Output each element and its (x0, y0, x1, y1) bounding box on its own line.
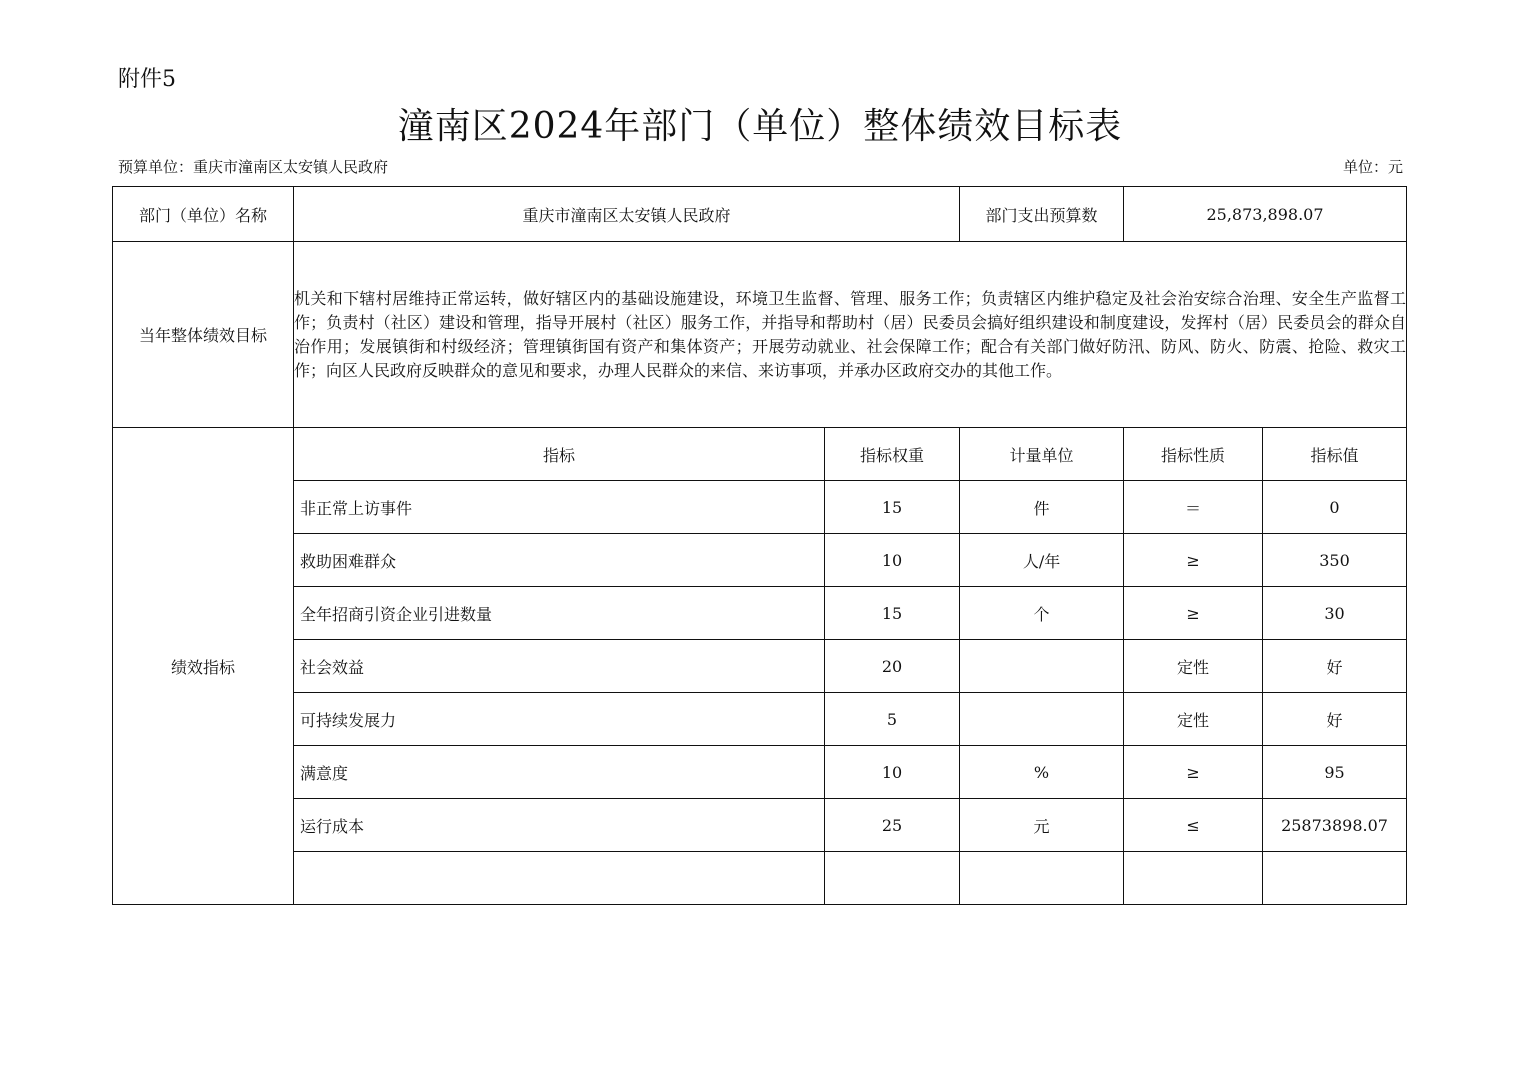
indicator-value: 好 (1263, 693, 1407, 746)
performance-target-table (112, 186, 1407, 905)
budget-unit-label: 预算单位：重庆市潼南区太安镇人民政府 (118, 158, 389, 176)
indicator-name: 非正常上访事件 (294, 481, 825, 534)
budget-label: 部门支出预算数 (960, 187, 1124, 242)
indicator-value: 25873898.07 (1263, 799, 1407, 852)
table-row (113, 693, 1407, 746)
table-row (113, 534, 1407, 587)
indicator-value (1263, 852, 1407, 905)
table-row (113, 640, 1407, 693)
indicator-nature: ≥ (1124, 534, 1263, 587)
dept-name-label: 部门（单位）名称 (113, 187, 294, 242)
indicator-unit: 元 (960, 799, 1124, 852)
indicator-name: 可持续发展力 (294, 693, 825, 746)
indicator-unit (960, 693, 1124, 746)
indicator-nature: 定性 (1124, 693, 1263, 746)
indicator-unit: % (960, 746, 1124, 799)
col-header-indicator: 指标 (294, 428, 825, 481)
indicator-nature: ＝ (1124, 481, 1263, 534)
indicator-weight: 15 (825, 481, 960, 534)
indicator-name: 满意度 (294, 746, 825, 799)
indicator-unit: 个 (960, 587, 1124, 640)
goal-text: 机关和下辖村居维持正常运转，做好辖区内的基础设施建设，环境卫生监督、管理、服务工作；负责辖区内维护稳定及社会治安综合治理、安全生产监督工作；负责村（社区）建设和管理，指导开展村（社区）服务工作，并指导和帮助村（居）民委员会搞好组织建设和制度建设，发挥村（居）民委员会的群众自治作用；发展镇街和村级经济；管理镇街国有资产和集体资产；开展劳动就业、社会保障工作；配合有关部门做好防汛、防风、防火、防震、抢险、救灾工作；向区人民政府反映群众的意见和要求，办理人民群众的来信、来访事项，并承办区政府交办的其他工作。 (294, 242, 1407, 428)
indicator-name: 运行成本 (294, 799, 825, 852)
indicator-header-row (113, 428, 1407, 481)
indicator-unit (960, 640, 1124, 693)
indicator-name (294, 852, 825, 905)
indicator-weight: 10 (825, 534, 960, 587)
indicator-section-label: 绩效指标 (113, 428, 294, 905)
indicator-weight: 25 (825, 799, 960, 852)
dept-name-value: 重庆市潼南区太安镇人民政府 (294, 187, 960, 242)
indicator-weight: 10 (825, 746, 960, 799)
indicator-name: 社会效益 (294, 640, 825, 693)
budget-value: 25,873,898.07 (1124, 187, 1407, 242)
col-header-unit: 计量单位 (960, 428, 1124, 481)
indicator-value: 95 (1263, 746, 1407, 799)
indicator-unit: 件 (960, 481, 1124, 534)
table-row (113, 799, 1407, 852)
indicator-value: 350 (1263, 534, 1407, 587)
goal-row (113, 242, 1407, 428)
indicator-nature: ≥ (1124, 587, 1263, 640)
indicator-value: 30 (1263, 587, 1407, 640)
indicator-weight: 15 (825, 587, 960, 640)
indicator-nature: 定性 (1124, 640, 1263, 693)
table-row-empty (113, 852, 1407, 905)
indicator-name: 全年招商引资企业引进数量 (294, 587, 825, 640)
col-header-weight: 指标权重 (825, 428, 960, 481)
indicator-value: 好 (1263, 640, 1407, 693)
indicator-weight: 5 (825, 693, 960, 746)
indicator-nature (1124, 852, 1263, 905)
indicator-nature: ≤ (1124, 799, 1263, 852)
indicator-unit: 人/年 (960, 534, 1124, 587)
indicator-name: 救助困难群众 (294, 534, 825, 587)
indicator-nature: ≥ (1124, 746, 1263, 799)
page-title: 潼南区2024年部门（单位）整体绩效目标表 (397, 106, 1123, 147)
indicator-weight (825, 852, 960, 905)
col-header-nature: 指标性质 (1124, 428, 1263, 481)
col-header-value: 指标值 (1263, 428, 1407, 481)
attachment-label: 附件5 (118, 67, 176, 92)
table-row (113, 481, 1407, 534)
table-row (113, 587, 1407, 640)
goal-label: 当年整体绩效目标 (113, 242, 294, 428)
indicator-unit (960, 852, 1124, 905)
dept-header-row (113, 187, 1407, 242)
indicator-value: 0 (1263, 481, 1407, 534)
table-row (113, 746, 1407, 799)
indicator-weight: 20 (825, 640, 960, 693)
currency-unit-label: 单位：元 (1342, 158, 1403, 176)
